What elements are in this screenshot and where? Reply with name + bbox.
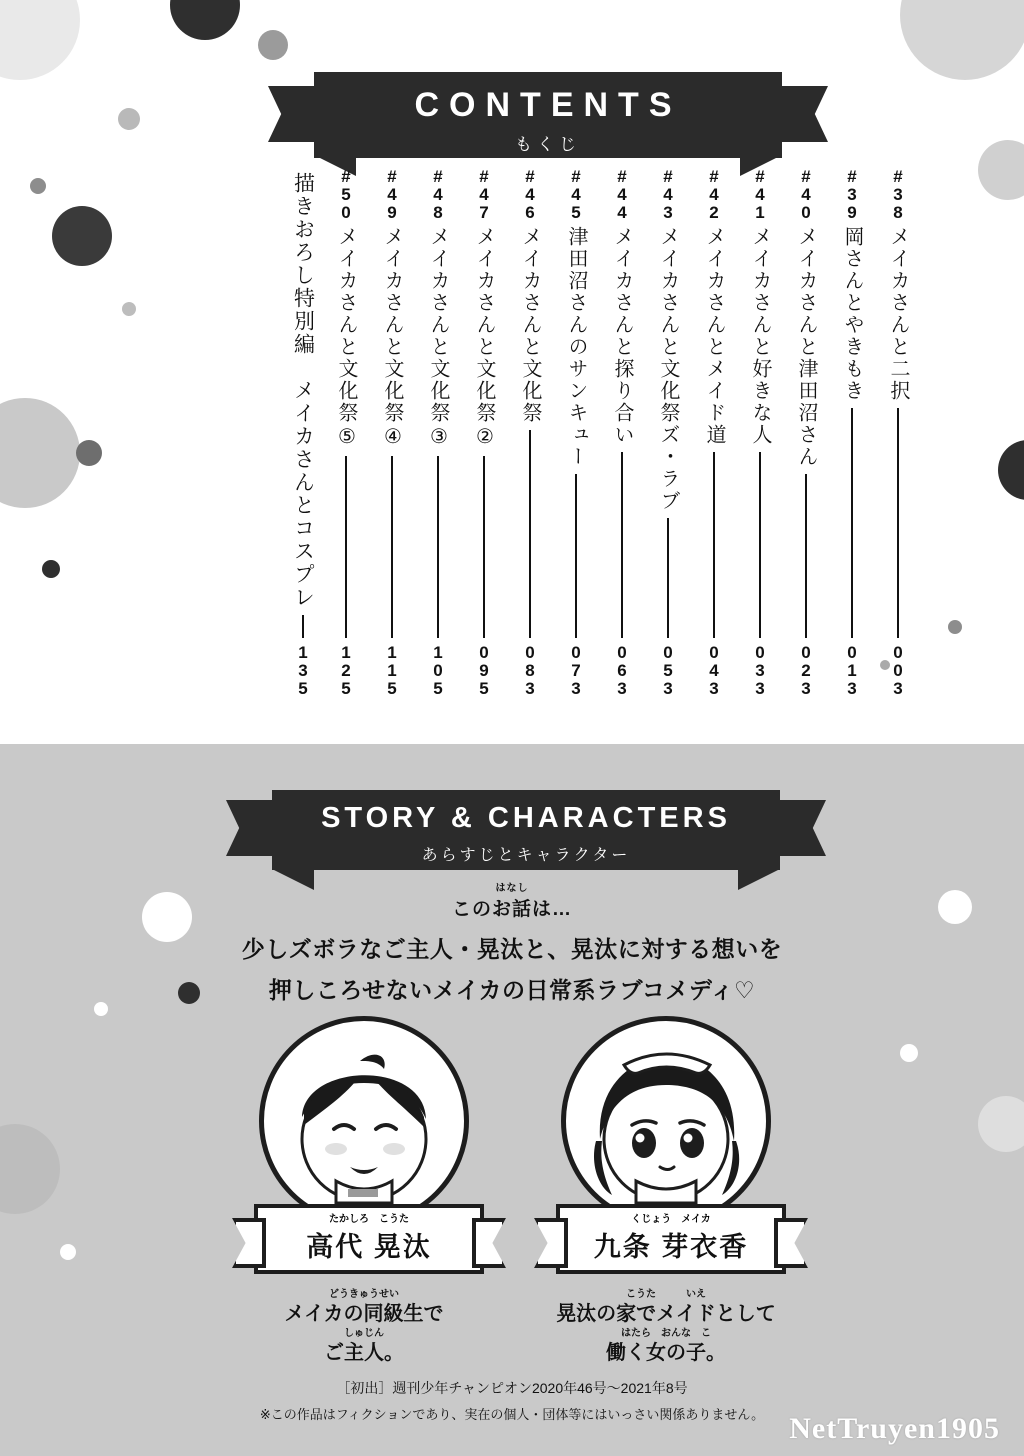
toc-entry-page: 0 9 5 xyxy=(479,643,489,699)
toc-entry-page: 1 0 5 xyxy=(433,643,443,699)
toc-entry-number: # 4 7 xyxy=(479,167,489,222)
toc-entry-page: 0 6 3 xyxy=(617,643,627,699)
footer-line-1: ［初出］週刊少年チャンピオン2020年46号〜2021年8号 xyxy=(336,1380,688,1396)
toc-entry-title: 津田沼さんのサンキュー xyxy=(565,225,587,468)
toc-entry-title: メイカさんと文化祭④ xyxy=(381,225,403,450)
toc-entry-number: # 5 0 xyxy=(341,167,351,222)
toc-entry[interactable] xyxy=(602,168,642,698)
story-intro-label-text: このお話は… xyxy=(451,899,572,920)
toc-entry-page: 0 3 3 xyxy=(755,643,765,699)
toc-entry-number: # 4 0 xyxy=(801,167,811,222)
footer-line-2: ※この作品はフィクションであり、実在の個人・団体等にはいっさい関係ありません。 xyxy=(259,1407,765,1422)
kouta-face-art xyxy=(264,1021,464,1221)
toc-entry-page: 1 2 5 xyxy=(341,643,351,699)
toc-entry-title: メイカさんと文化祭③ xyxy=(427,225,449,450)
ruby-hanashi: はなし xyxy=(495,883,529,894)
character-desc-kouta xyxy=(254,1290,474,1368)
toc-entry-title: 描きおろし特別編 メイカさんとコスプレ xyxy=(291,172,315,609)
toc-entry[interactable] xyxy=(510,168,550,698)
character-name-meika: 九条 芽衣香 xyxy=(593,1231,749,1262)
decor-dot xyxy=(258,30,288,60)
toc-entry[interactable] xyxy=(280,168,326,698)
decor-dot xyxy=(0,1124,60,1214)
toc-entry-title: メイカさんと文化祭⑤ xyxy=(335,225,357,450)
ruby-shujin: しゅじん xyxy=(344,1328,384,1339)
toc-leader-line xyxy=(713,452,715,639)
toc-leader-line xyxy=(483,456,485,639)
toc-entry-page: 0 4 3 xyxy=(709,643,719,699)
character-desc-kouta-line2: ご主人。 xyxy=(324,1342,404,1364)
toc-entry-title: メイカさんと好きな人 xyxy=(749,225,771,446)
story-banner-subtitle: あらすじとキャラクター xyxy=(421,847,631,864)
toc-entry-title: メイカさんとメイド道 xyxy=(703,225,725,446)
toc-entry-number: # 4 8 xyxy=(433,167,443,222)
toc-entry[interactable] xyxy=(832,168,872,698)
toc-leader-line xyxy=(897,408,899,639)
character-desc-meika-line2: 働く女の子。 xyxy=(606,1342,726,1364)
character-name-ruby-kouta: たかしろ こうた xyxy=(328,1213,409,1225)
toc-leader-line xyxy=(391,456,393,639)
toc-entry-title: メイカさんと文化祭② xyxy=(473,225,495,450)
toc-entry-page: 0 1 3 xyxy=(847,643,857,699)
decor-dot xyxy=(900,1044,918,1062)
toc-leader-line xyxy=(805,474,807,639)
watermark: NetTruyen1905 xyxy=(789,1412,1000,1445)
character-card-kouta xyxy=(254,1016,474,1368)
toc-entry-title: メイカさんと探り合い xyxy=(611,225,633,446)
character-card-meika xyxy=(556,1016,776,1368)
toc-entry-title: メイカさんと津田沼さん xyxy=(795,225,817,468)
toc-entry-number: # 3 8 xyxy=(893,167,903,222)
toc-leader-line xyxy=(621,452,623,639)
toc-entry-number: # 4 3 xyxy=(663,167,673,222)
story-intro xyxy=(0,884,1024,1005)
toc-leader-line xyxy=(529,430,531,639)
toc-entry[interactable] xyxy=(464,168,504,698)
contents-banner-subtitle: もくじ xyxy=(515,135,581,154)
toc-entry[interactable] xyxy=(372,168,412,698)
toc-entry[interactable] xyxy=(418,168,458,698)
toc-entry-title: 岡さんとやきもき xyxy=(841,225,863,402)
toc-entry-page: 0 2 3 xyxy=(801,643,811,699)
story-banner-title: STORY & CHARACTERS xyxy=(321,802,731,834)
toc-entry[interactable] xyxy=(740,168,780,698)
toc-leader-line xyxy=(302,615,304,638)
toc-entry-number: # 4 1 xyxy=(755,167,765,222)
contents-banner-title: CONTENTS xyxy=(414,86,682,124)
character-desc-meika-line1: 晃汰の家でメイドとして xyxy=(556,1303,776,1325)
story-banner xyxy=(226,790,826,872)
toc-entry-title: メイカさんと文化祭 xyxy=(519,225,541,424)
toc-entry-page: 0 0 3 xyxy=(893,643,903,699)
table-of-contents xyxy=(0,168,1024,708)
toc-leader-line xyxy=(759,452,761,639)
decor-dot xyxy=(170,0,240,40)
toc-entry[interactable] xyxy=(878,168,918,698)
toc-entry-title: メイカさんと二択 xyxy=(887,225,909,402)
character-name-ruby-meika: くじょう メイカ xyxy=(631,1213,711,1225)
toc-entry-page: 1 3 5 xyxy=(298,643,308,699)
toc-entry-number: # 3 9 xyxy=(847,167,857,222)
toc-entry-page: 1 1 5 xyxy=(387,643,397,699)
toc-entry-number: # 4 5 xyxy=(571,167,581,222)
character-portrait-kouta xyxy=(259,1016,469,1226)
ruby-kouta: こうた いえ xyxy=(626,1289,706,1300)
character-name-kouta: 高代 晃汰 xyxy=(306,1231,432,1262)
toc-entry-page: 0 7 3 xyxy=(571,643,581,699)
toc-leader-line xyxy=(851,408,853,639)
character-nameplate-kouta xyxy=(254,1204,484,1274)
character-desc-meika xyxy=(556,1290,776,1368)
character-nameplate-meika xyxy=(556,1204,786,1274)
story-intro-line1: 少しズボラなご主人・晃汰と、晃汰に対する想いを xyxy=(241,936,783,962)
story-intro-label xyxy=(0,884,1024,921)
contents-banner xyxy=(268,72,828,158)
toc-entry-number: # 4 6 xyxy=(525,167,535,222)
decor-dot xyxy=(118,108,140,130)
toc-entry-number: # 4 2 xyxy=(709,167,719,222)
character-portrait-meika xyxy=(561,1016,771,1226)
toc-entry[interactable] xyxy=(786,168,826,698)
decor-dot xyxy=(900,0,1024,80)
toc-entry[interactable] xyxy=(648,168,688,698)
toc-leader-line xyxy=(437,456,439,639)
meika-face-art xyxy=(566,1021,766,1221)
toc-leader-line xyxy=(667,518,669,639)
toc-entry-number: # 4 9 xyxy=(387,167,397,222)
toc-entry-title: メイカさんと文化祭ズ・ラブ xyxy=(657,225,679,512)
character-desc-kouta-line1: メイカの同級生で xyxy=(284,1303,444,1325)
toc-entry-page: 0 5 3 xyxy=(663,643,673,699)
decor-dot xyxy=(60,1244,76,1260)
decor-dot xyxy=(978,1096,1024,1152)
ruby-hataraku: はたら おんな こ xyxy=(621,1328,711,1339)
toc-entry-number: # 4 4 xyxy=(617,167,627,222)
toc-leader-line xyxy=(345,456,347,639)
ruby-doukyuusei: どうきゅうせい xyxy=(329,1289,399,1300)
toc-entry[interactable] xyxy=(556,168,596,698)
toc-entry[interactable] xyxy=(694,168,734,698)
toc-entry-page: 0 8 3 xyxy=(525,643,535,699)
story-intro-line2: 押しころせないメイカの日常系ラブコメディ♡ xyxy=(268,977,756,1003)
toc-entry[interactable] xyxy=(326,168,366,698)
toc-leader-line xyxy=(575,474,577,639)
decor-dot xyxy=(0,0,80,80)
